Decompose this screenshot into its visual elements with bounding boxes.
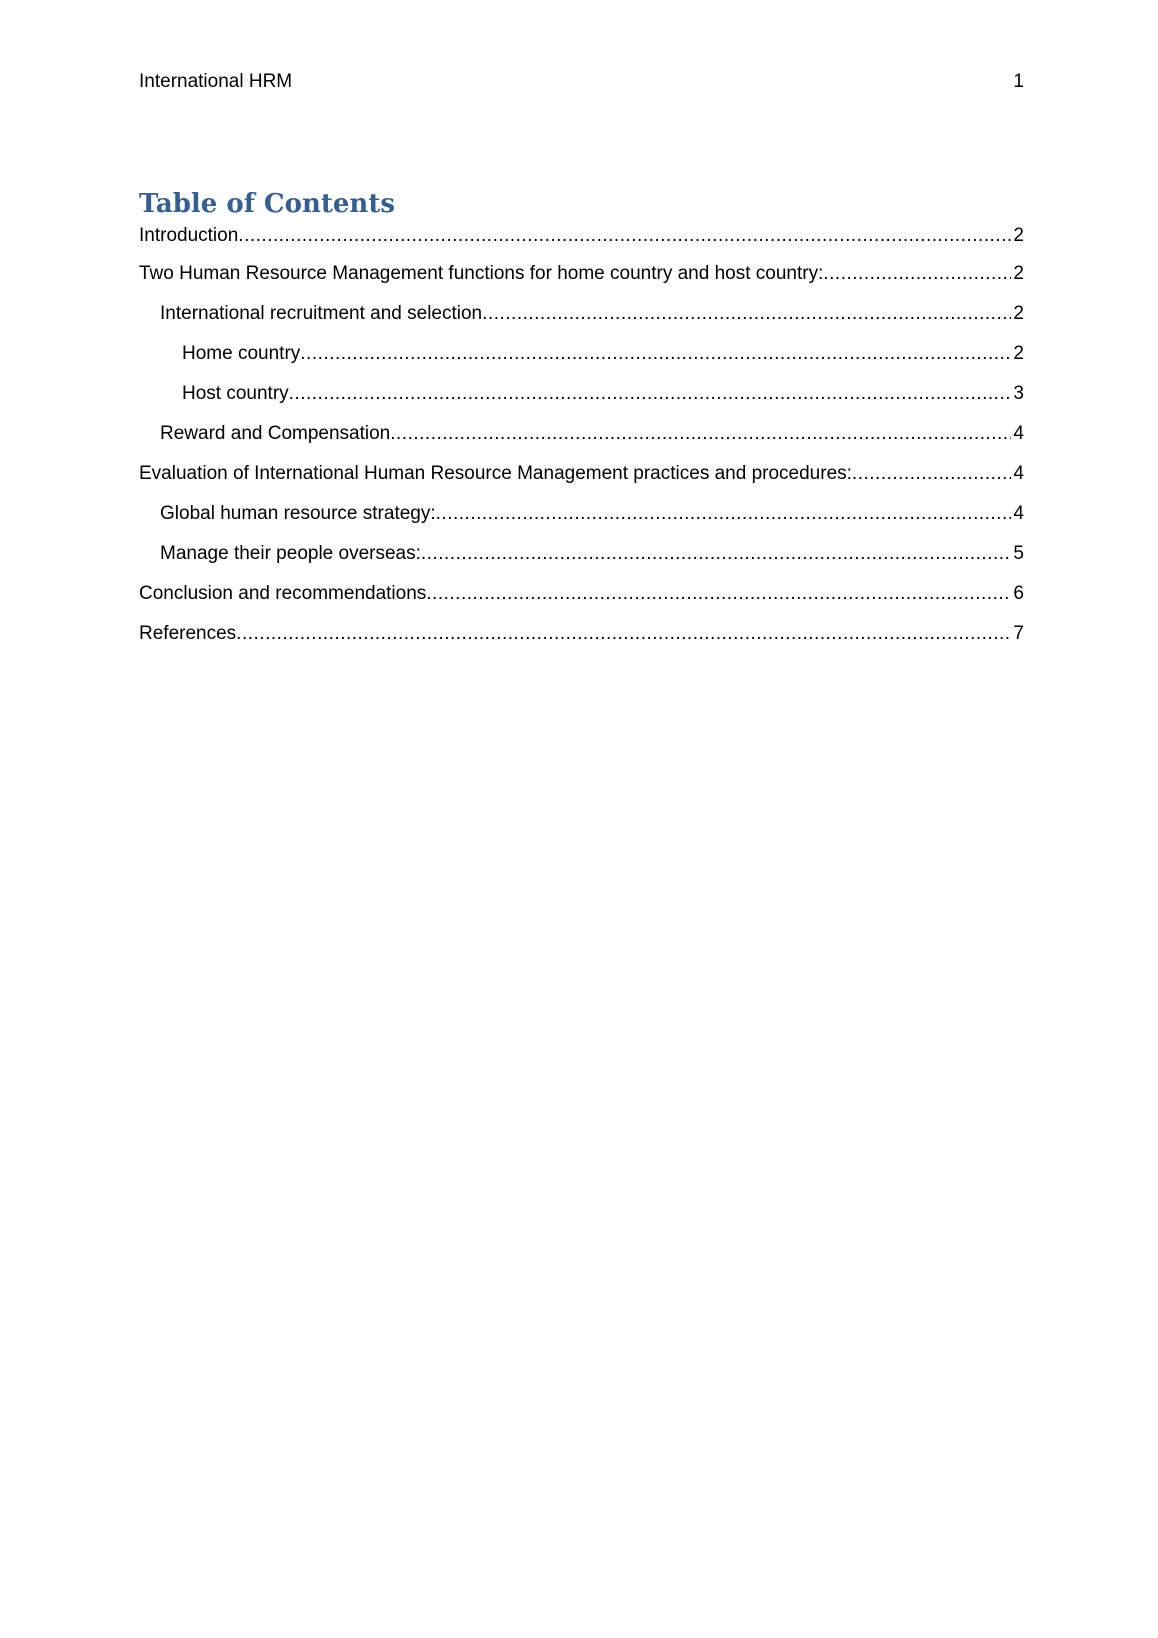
toc-entry-page: 4 xyxy=(1013,463,1024,484)
toc-entry-text: Manage their people overseas: xyxy=(160,543,421,564)
toc-entry-text: Introduction xyxy=(139,225,239,246)
toc-entry-text: Evaluation of International Human Resource Management practices and procedures: xyxy=(139,463,852,484)
toc-entry-page: 4 xyxy=(1013,423,1024,444)
toc-entry-page: 2 xyxy=(1013,343,1024,364)
toc-entry-page: 7 xyxy=(1013,623,1024,644)
toc-entry-text: Home country xyxy=(182,343,301,364)
toc-heading: Table of Contents xyxy=(139,189,395,219)
header-title: International HRM xyxy=(139,71,293,92)
toc-dot-leader xyxy=(289,380,1012,408)
toc-entry-text: International recruitment and selection xyxy=(160,303,483,324)
toc-entry-evaluation[interactable] xyxy=(139,460,1024,488)
toc-entry-manage-people-overseas[interactable] xyxy=(139,540,1024,568)
toc-entry-reward-compensation[interactable] xyxy=(139,420,1024,448)
toc-entry-text: Conclusion and recommendations xyxy=(139,583,427,604)
toc-dot-leader xyxy=(390,420,1011,448)
toc-entry-text: Global human resource strategy: xyxy=(160,503,436,524)
toc-entry-global-hr-strategy[interactable] xyxy=(139,500,1024,528)
toc-entry-page: 5 xyxy=(1013,543,1024,564)
toc-entry-text: Reward and Compensation xyxy=(160,423,391,444)
toc-dot-leader xyxy=(236,620,1011,648)
toc-entry-conclusion[interactable] xyxy=(139,580,1024,608)
toc-dot-leader xyxy=(421,540,1012,568)
toc-entry-page: 2 xyxy=(1013,263,1024,284)
toc-entry-host-country[interactable] xyxy=(139,380,1024,408)
toc-entry-page: 2 xyxy=(1013,225,1024,246)
toc-dot-leader xyxy=(482,300,1011,328)
toc-entry-text: Host country xyxy=(182,383,289,404)
toc-entry-hrm-functions[interactable] xyxy=(139,260,1024,288)
toc-dot-leader xyxy=(238,222,1011,250)
toc-dot-leader xyxy=(823,260,1011,288)
toc-entry-text: Two Human Resource Management functions for home country and host country: xyxy=(139,263,824,284)
toc-entry-page: 3 xyxy=(1013,383,1024,404)
toc-dot-leader xyxy=(436,500,1012,528)
toc-entry-page: 6 xyxy=(1013,583,1024,604)
toc-entry-introduction[interactable] xyxy=(139,222,1024,250)
toc-dot-leader xyxy=(852,460,1012,488)
header-page-number: 1 xyxy=(1013,71,1024,92)
toc-entry-references[interactable] xyxy=(139,620,1024,648)
toc-dot-leader xyxy=(300,340,1011,368)
toc-dot-leader xyxy=(426,580,1011,608)
toc-entry-text: References xyxy=(139,623,237,644)
toc-entry-page: 2 xyxy=(1013,303,1024,324)
toc-entry-recruitment-selection[interactable] xyxy=(139,300,1024,328)
toc-entry-home-country[interactable] xyxy=(139,340,1024,368)
page-header xyxy=(139,68,1024,96)
toc-entry-page: 4 xyxy=(1013,503,1024,524)
